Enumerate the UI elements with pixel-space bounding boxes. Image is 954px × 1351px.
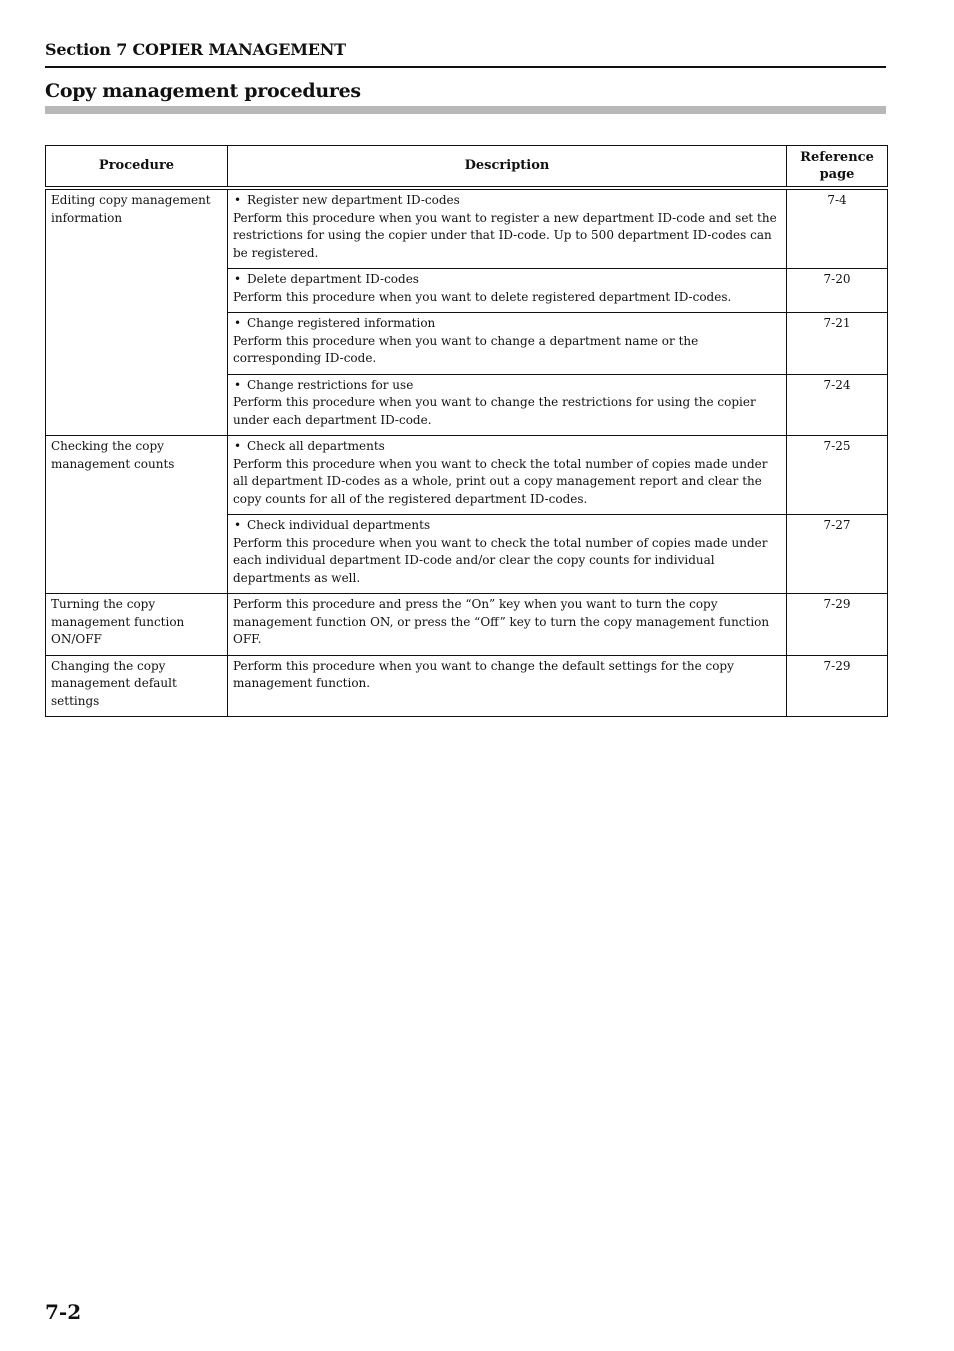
bullet-item: • Register new department ID-codes <box>234 193 460 207</box>
bullet-item: • Change restrictions for use <box>234 377 414 392</box>
description-text: Perform this procedure when you want to change a department name or the corresponding ID-code. <box>233 333 699 365</box>
description-text: Perform this procedure when you want to register a new department ID-code and set the restrictions for using the copier under that ID-code. Up to 500 department ID-codes can be registered. <box>233 210 777 260</box>
page-title: Copy management procedures <box>45 80 361 102</box>
description-cell <box>228 269 787 313</box>
description-text: Perform this procedure when you want to check the total number of copies made under all department ID-codes as a whole, print out a copy management report and clear the copy counts for all of the registered department ID-codes. <box>233 456 768 506</box>
reference-page-cell: 7-20 <box>787 269 888 313</box>
description-cell <box>228 655 787 717</box>
reference-page-cell: 7-24 <box>787 374 888 436</box>
procedure-cell: Changing the copy management default settings <box>46 655 228 717</box>
description-cell <box>228 515 787 594</box>
table-row <box>46 436 888 515</box>
page-number: 7-2 <box>45 1300 82 1324</box>
description-cell <box>228 594 787 656</box>
description-cell <box>228 374 787 436</box>
description-text: Perform this procedure when you want to check the total number of copies made under each individual department ID-code and/or clear the copy counts for individual departments as well. <box>233 535 768 585</box>
description-text: Perform this procedure and press the “On” key when you want to turn the copy management function ON, or press the “Off” key to turn the copy management function OFF. <box>233 597 770 646</box>
description-text: Perform this procedure when you want to change the restrictions for using the copier under each department ID-code. <box>233 395 756 427</box>
procedure-cell: Turning the copy management function ON/OFF <box>46 594 228 656</box>
reference-page-cell: 7-29 <box>787 594 888 656</box>
bullet-item: • Change registered information <box>234 316 436 330</box>
table-row <box>46 188 888 269</box>
table-header-row <box>46 146 888 189</box>
description-text: Perform this procedure when you want to delete registered department ID-codes. <box>233 289 732 304</box>
procedure-cell: Checking the copy management counts <box>46 436 228 594</box>
reference-page-cell: 7-21 <box>787 313 888 375</box>
bullet-item: • Delete department ID-codes <box>234 272 419 286</box>
procedures-table <box>45 145 888 717</box>
column-header-description: Description <box>228 146 787 189</box>
reference-page-cell: 7-4 <box>787 188 888 269</box>
table-row <box>46 594 888 656</box>
reference-page-cell: 7-29 <box>787 655 888 717</box>
column-header-reference: Reference page <box>787 146 888 189</box>
table-row <box>46 655 888 717</box>
section-title: Section 7 COPIER MANAGEMENT <box>45 40 346 59</box>
procedure-cell: Editing copy management information <box>46 188 228 436</box>
column-header-procedure: Procedure <box>46 146 228 189</box>
heading-shade-bar <box>45 106 886 114</box>
description-cell <box>228 313 787 375</box>
bullet-item: • Check all departments <box>234 439 385 453</box>
bullet-item: • Check individual departments <box>234 518 431 532</box>
reference-page-cell: 7-27 <box>787 515 888 594</box>
description-cell <box>228 188 787 269</box>
description-text: Perform this procedure when you want to change the default settings for the copy management function. <box>233 658 734 690</box>
section-divider <box>45 66 886 68</box>
reference-page-cell: 7-25 <box>787 436 888 515</box>
description-cell <box>228 436 787 515</box>
